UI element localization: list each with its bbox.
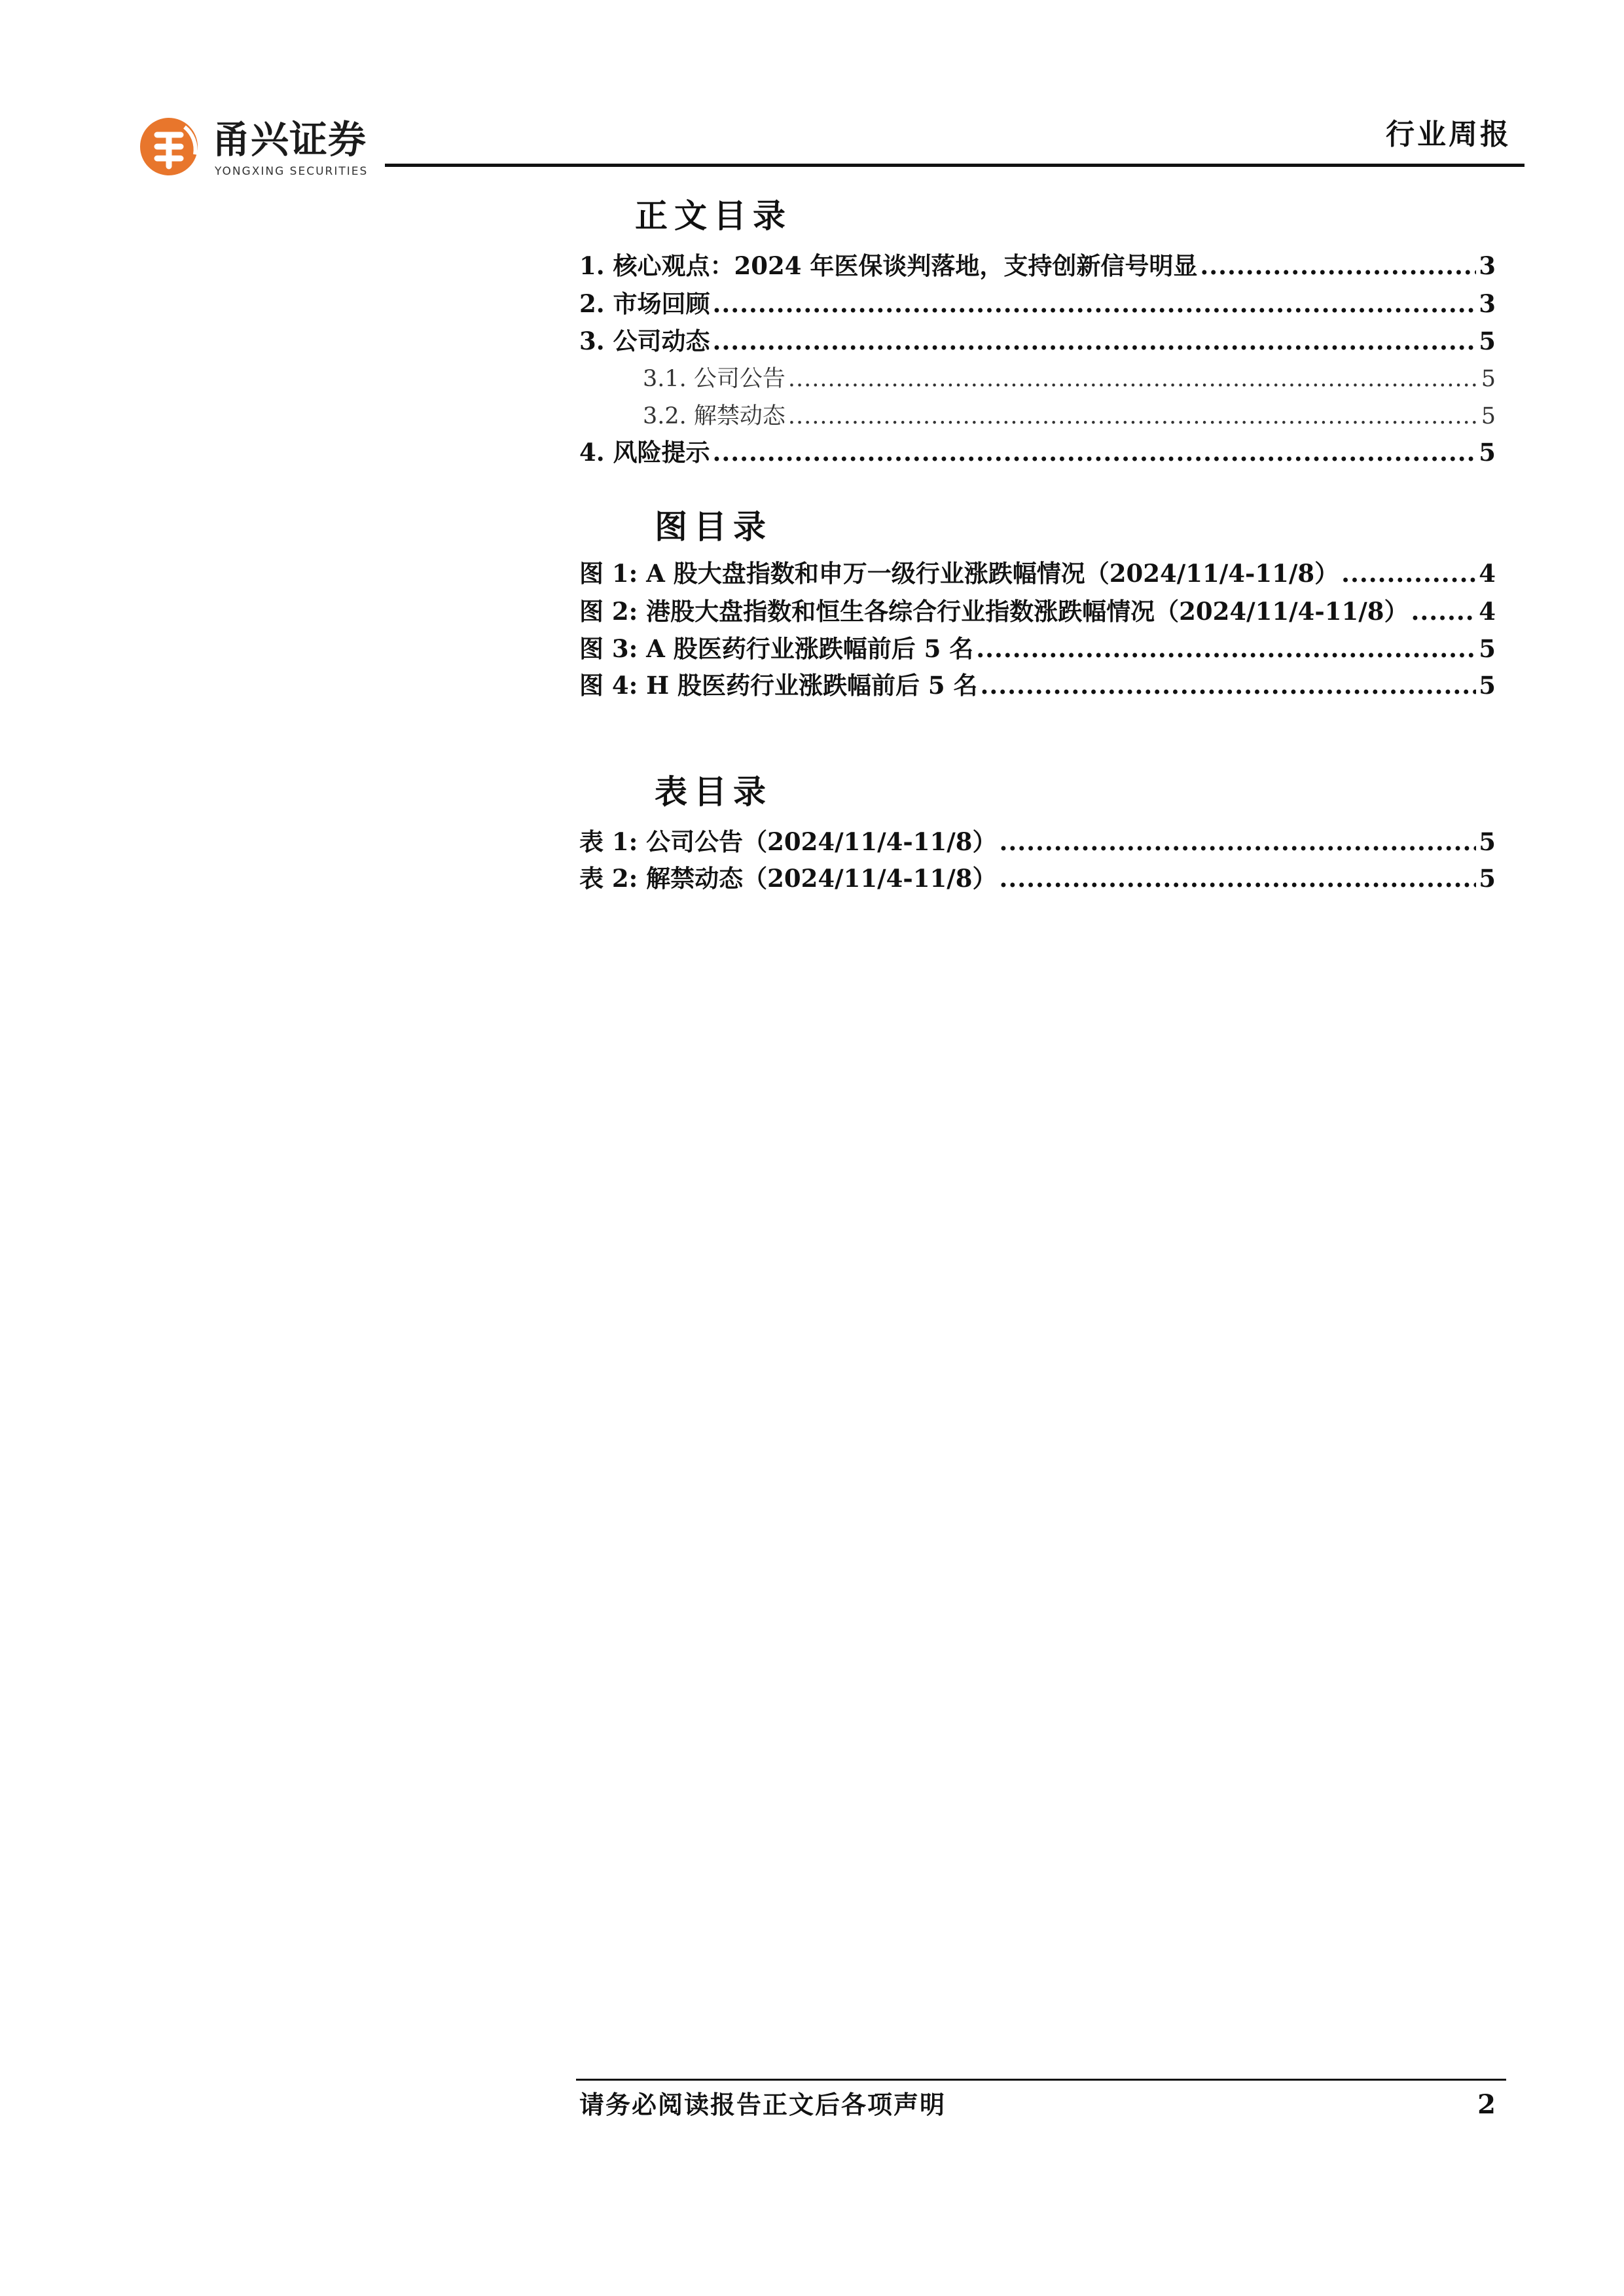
table-entry-page: 5 (1479, 864, 1496, 893)
toc-entry-text: 1. 核心观点：2024 年医保谈判落地，支持创新信号明显 (579, 251, 1198, 280)
figure-entry-text: 图 1: A 股大盘指数和申万一级行业涨跌幅情况（2024/11/4-11/8） (579, 559, 1339, 588)
toc-leader (1000, 826, 1477, 857)
toc-figures-title: 图目录 (655, 507, 772, 546)
footer-divider (576, 2079, 1506, 2081)
figure-entry-page: 5 (1479, 634, 1496, 663)
toc-leader (1341, 558, 1476, 589)
page-number: 2 (1477, 2089, 1496, 2120)
footer-disclaimer: 请务必阅读报告正文后各项声明 (579, 2090, 947, 2119)
toc-entry-4[interactable] (579, 437, 1496, 468)
logo-name-en: YONGXING SECURITIES (215, 165, 369, 178)
toc-entry-3-1[interactable] (643, 363, 1496, 395)
table-entry-2[interactable] (579, 863, 1496, 894)
toc-entry-text: 3. 公司动态 (579, 327, 710, 355)
logo-name-cn: 甬兴证券 (212, 117, 367, 162)
toc-leader (1411, 596, 1477, 627)
toc-entry-3-2[interactable] (643, 401, 1496, 432)
figure-entry-2[interactable] (579, 596, 1496, 627)
toc-leader (976, 633, 1476, 664)
figure-entry-page: 4 (1479, 597, 1496, 626)
toc-entry-2[interactable] (579, 288, 1496, 319)
figure-entry-1[interactable] (579, 558, 1496, 589)
toc-tables-title: 表目录 (655, 772, 772, 811)
toc-entry-page: 5 (1481, 366, 1496, 392)
toc-entry-text: 3.2. 解禁动态 (643, 403, 785, 429)
table-entry-1[interactable] (579, 826, 1496, 857)
toc-leader (788, 363, 1479, 395)
toc-entry-3[interactable] (579, 325, 1496, 357)
logo-mark-icon (137, 115, 200, 178)
table-entry-text: 表 2: 解禁动态（2024/11/4-11/8） (579, 864, 997, 893)
report-type-label: 行业周报 (1386, 118, 1511, 151)
toc-leader (1000, 863, 1477, 894)
toc-entry-1[interactable] (579, 250, 1496, 281)
toc-entry-text: 3.1. 公司公告 (643, 366, 785, 392)
toc-leader (1200, 250, 1476, 281)
toc-leader (713, 325, 1477, 357)
toc-leader (788, 401, 1479, 432)
table-entry-text: 表 1: 公司公告（2024/11/4-11/8） (579, 827, 997, 856)
toc-entry-page: 5 (1481, 403, 1496, 429)
toc-entry-page: 3 (1479, 251, 1496, 280)
table-entry-page: 5 (1479, 827, 1496, 856)
figure-entry-text: 图 3: A 股医药行业涨跌幅前后 5 名 (579, 634, 974, 663)
toc-leader (981, 670, 1477, 701)
toc-entry-text: 4. 风险提示 (579, 438, 710, 467)
figure-entry-page: 4 (1479, 559, 1496, 588)
figure-entry-4[interactable] (579, 670, 1496, 701)
figure-entry-3[interactable] (579, 633, 1496, 664)
toc-leader (713, 288, 1477, 319)
header-divider (385, 164, 1525, 167)
toc-leader (713, 437, 1477, 468)
toc-entry-text: 2. 市场回顾 (579, 289, 710, 318)
toc-entry-page: 5 (1479, 438, 1496, 467)
figure-entry-page: 5 (1479, 671, 1496, 700)
toc-entry-page: 3 (1479, 289, 1496, 318)
company-logo (137, 113, 386, 190)
toc-main-title: 正文目录 (635, 196, 792, 235)
figure-entry-text: 图 2: 港股大盘指数和恒生各综合行业指数涨跌幅情况（2024/11/4-11/8） (579, 597, 1409, 626)
toc-entry-page: 5 (1479, 327, 1496, 355)
figure-entry-text: 图 4: H 股医药行业涨跌幅前后 5 名 (579, 671, 978, 700)
